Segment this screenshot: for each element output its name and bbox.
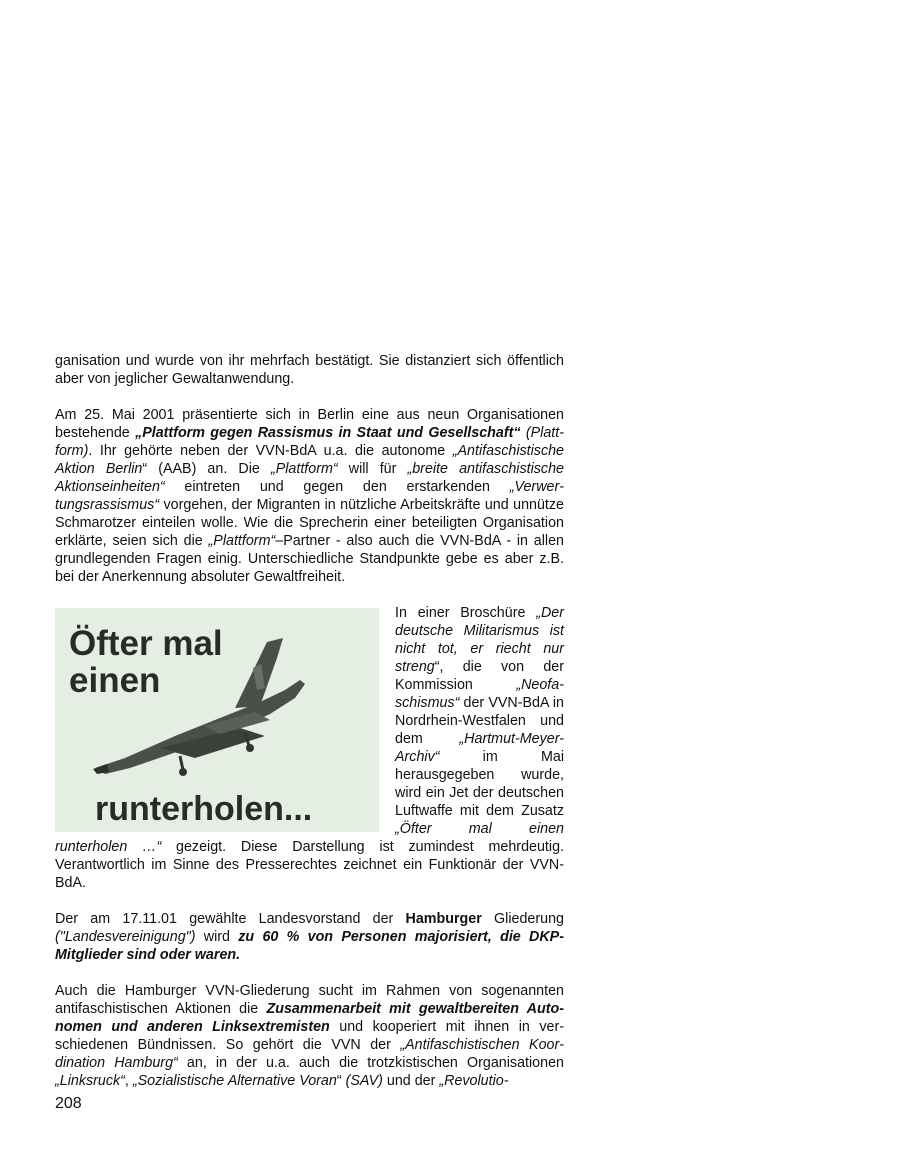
emphasis: „Plattform gegen Rassismus in Staat und Gesellschaft“ [135, 425, 521, 441]
paragraph-4: Der am 17.11.01 gewählte Landesvorstand der Hamburger Gliederung ("Landesvereinigung") wird zu 60 % von Personen majorisiert, die DKP-Mitglieder sind oder waren. [55, 911, 564, 963]
text-column [55, 352, 564, 1090]
paragraph-3: Öfter mal einen runterholen... In einer Broschüre „Der deutsche Militarismus ist nicht tot, er riecht nur streng“, die von der Kommission „Neofaschismus“ der VVN-BdA in Nordrhein-Westfalen und dem „Hartmut-Meyer-Archiv“ im Mai herausgegeben wurde, wird ein Jet der deutschen Luftwaffe mit dem Zusatz „Öfter mal einen runterholen …“ gezeigt. Diese Darstellung ist zumindest mehrdeutig. Verantwortlich im Sinne des Presserechtes zeichnet ein Funktionär der VVN-BdA. [55, 605, 564, 891]
jet-illustration [55, 608, 379, 832]
poster-line-1: Öfter mal [69, 624, 223, 663]
page-number: 208 [55, 1095, 82, 1112]
jet-poster-image [55, 608, 379, 832]
paragraph-1: ganisation und wurde von ihr mehrfach bestätigt. Sie distanziert sich öffentlich aber von jeglicher Gewaltanwendung. [55, 353, 564, 387]
poster-line-3: runterholen... [95, 790, 313, 828]
paragraph-2: Am 25. Mai 2001 präsentierte sich in Berlin eine aus neun Organisationen bestehende „Plattform gegen Rassismus in Staat und Gesellschaft“ (Plattform). Ihr gehörte neben der VVN-BdA u.a. die autonome „Antifaschistische Aktion Berlin“ (AAB) an. Die „Plattform“ will für „breite antifaschistische Aktionseinheiten“ eintreten und gegen den erstarkenden „Verwertungsrassismus“ vorgehen, der Migranten in nützliche Arbeitskräfte und unnütze Schmarotzer einteilen wolle. Wie die Sprecherin einer beteiligten Organisation erklärte, seien sich die „Plattform“–Partner - also auch die VVN-BdA - in allen grundlegenden Fragen einig. Unterschiedliche Standpunkte gebe es aber z.B. bei der Anerkennung absoluter Gewaltfreiheit. [55, 407, 565, 585]
paragraph-5: Auch die Hamburger VVN-Gliederung sucht im Rahmen von sogenannten antifaschistischen Aktionen die Zusammenarbeit mit gewaltbereiten Autonomen und anderen Linksextremisten und kooperiert mit ihnen in verschiedenen Bündnissen. So gehört die VVN der „Antifaschistischen Koordination Hamburg“ an, in der u.a. auch die trotzkistischen Organisationen „Linksruck“, „Sozialistische Alternative Voran“ (SAV) und der „Revolutio- [55, 983, 564, 1089]
poster-line-2: einen [69, 661, 161, 700]
